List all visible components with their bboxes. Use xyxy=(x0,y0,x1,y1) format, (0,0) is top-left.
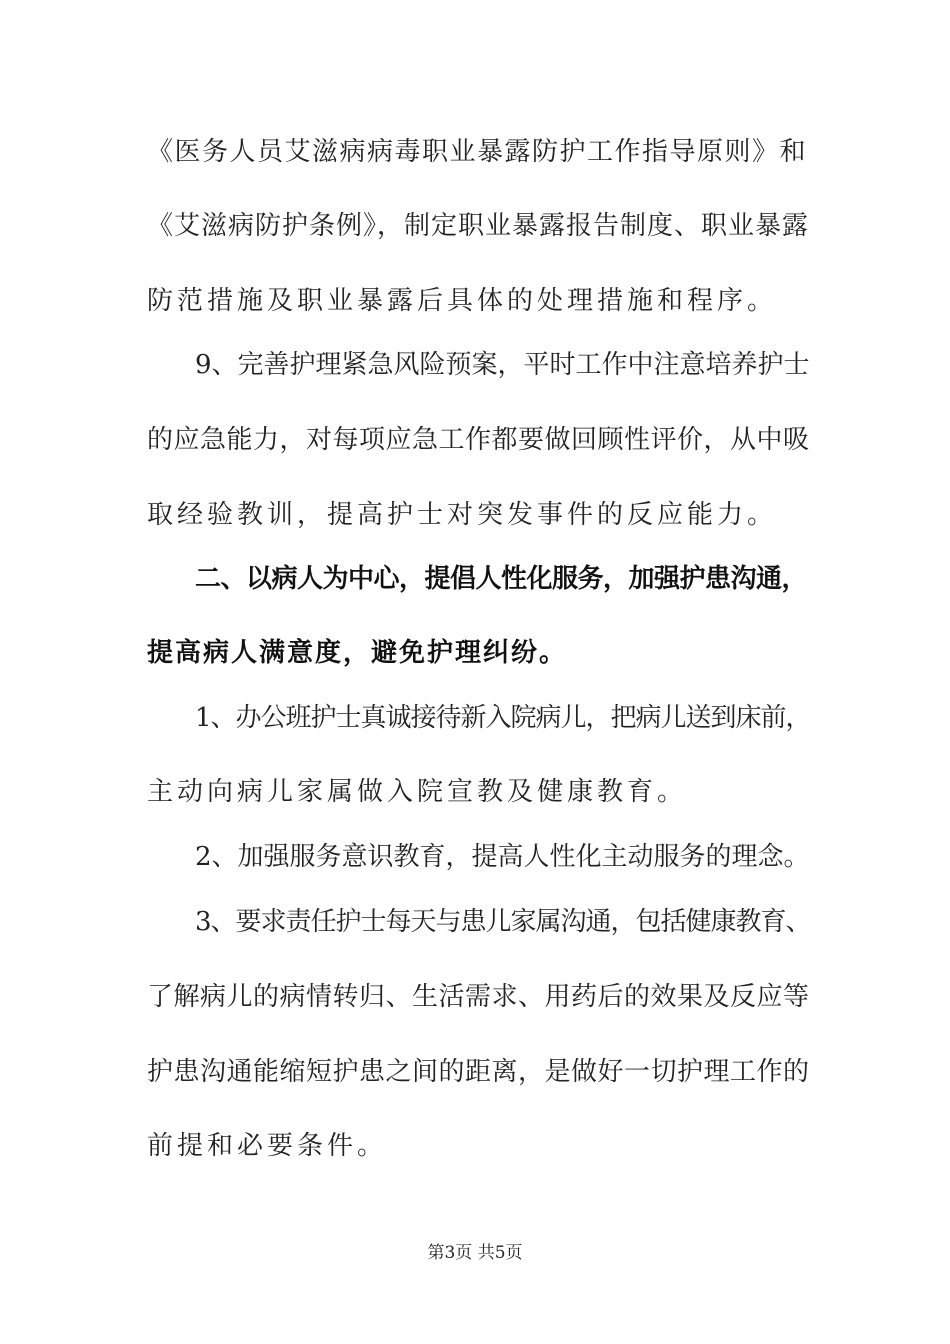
paragraph-line: 主动向病儿家属做入院宣教及健康教育。 xyxy=(147,777,688,807)
paragraph-line: 9、完善护理紧急风险预案，平时工作中注意培养护士 xyxy=(195,350,810,380)
paragraph-line: 的应急能力，对每项应急工作都要做回顾性评价，从中吸 xyxy=(147,425,810,455)
section-heading-line: 提高病人满意度，避免护理纠纷。 xyxy=(147,638,568,668)
paragraph-line: 3、要求责任护士每天与患儿家属沟通，包括健康教育、 xyxy=(195,907,811,937)
paragraph-line: 前提和必要条件。 xyxy=(147,1131,388,1161)
page-number-footer: 第3页 共5页 xyxy=(427,1243,523,1263)
paragraph-line: 取经验教训，提高护士对突发事件的反应能力。 xyxy=(147,500,778,530)
paragraph-line: 2、加强服务意识教育，提高人性化主动服务的理念。 xyxy=(195,842,810,872)
paragraph-line: 《艾滋病防护条例》，制定职业暴露报告制度、职业暴露 xyxy=(147,211,810,241)
paragraph-line: 《医务人员艾滋病病毒职业暴露防护工作指导原则》和 xyxy=(147,137,808,167)
paragraph-line: 防范措施及职业暴露后具体的处理措施和程序。 xyxy=(147,286,778,316)
paragraph-line: 护患沟通能缩短护患之间的距离，是做好一切护理工作的 xyxy=(147,1057,810,1087)
paragraph-line: 1、办公班护士真诚接待新入院病儿，把病儿送到床前， xyxy=(195,703,811,733)
paragraph-line: 了解病儿的病情转归、生活需求、用药后的效果及反应等 xyxy=(147,982,810,1012)
section-heading-line: 二、以病人为中心，提倡人性化服务，加强护患沟通， xyxy=(195,564,808,594)
